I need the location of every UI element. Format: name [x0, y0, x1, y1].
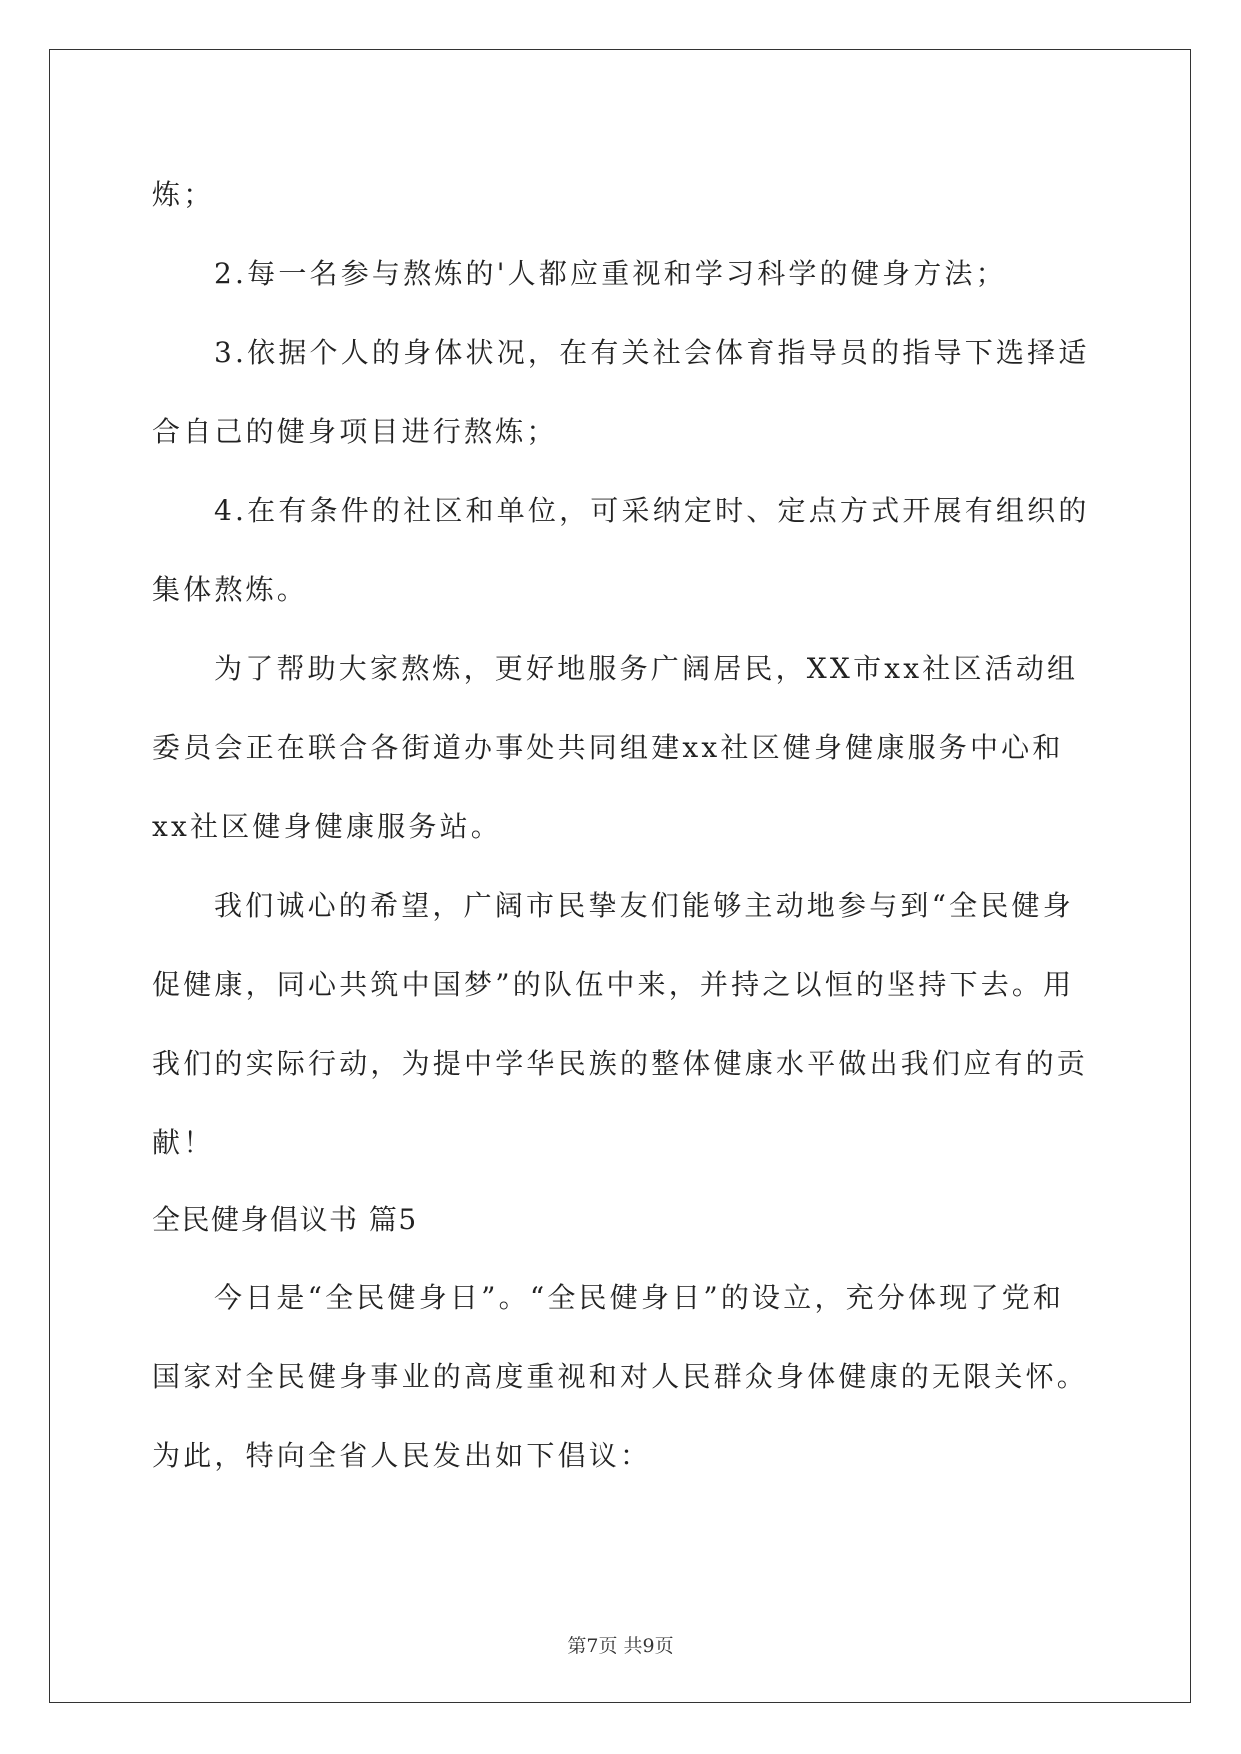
body-line: 献！	[152, 1126, 215, 1159]
body-line: 我们的实际行动，为提中学华民族的整体健康水平做出我们应有的贡	[152, 1047, 1089, 1080]
body-line: 集体熬炼。	[152, 573, 309, 606]
body-line: xx社区健身健康服务站。	[152, 810, 502, 843]
body-line: 2.每一名参与熬炼的'人都应重视和学习科学的健身方法；	[214, 257, 1007, 290]
body-line: 3.依据个人的身体状况，在有关社会体育指导员的指导下选择适	[214, 336, 1090, 369]
section-heading: 全民健身倡议书 篇5	[152, 1203, 418, 1236]
body-line: 4.在有条件的社区和单位，可采纳定时、定点方式开展有组织的	[214, 494, 1090, 527]
body-line: 今日是“全民健身日”。“全民健身日”的设立，充分体现了党和	[214, 1281, 1065, 1314]
page-number-footer: 第7页 共9页	[567, 1635, 674, 1657]
body-line: 为了帮助大家熬炼，更好地服务广阔居民，XX市xx社区活动组	[214, 652, 1079, 685]
body-line: 合自己的健身项目进行熬炼；	[152, 415, 558, 448]
document-body	[152, 155, 1092, 1495]
body-line: 国家对全民健身事业的高度重视和对人民群众身体健康的无限关怀。	[152, 1360, 1089, 1393]
body-line: 我们诚心的希望，广阔市民挚友们能够主动地参与到“全民健身	[214, 889, 1074, 922]
body-line: 委员会正在联合各街道办事处共同组建xx社区健身健康服务中心和	[152, 731, 1064, 764]
body-line: 促健康，同心共筑中国梦”的队伍中来，并持之以恒的坚持下去。用	[152, 968, 1075, 1001]
body-line: 炼；	[152, 178, 215, 211]
body-line: 为此，特向全省人民发出如下倡议：	[152, 1439, 652, 1472]
